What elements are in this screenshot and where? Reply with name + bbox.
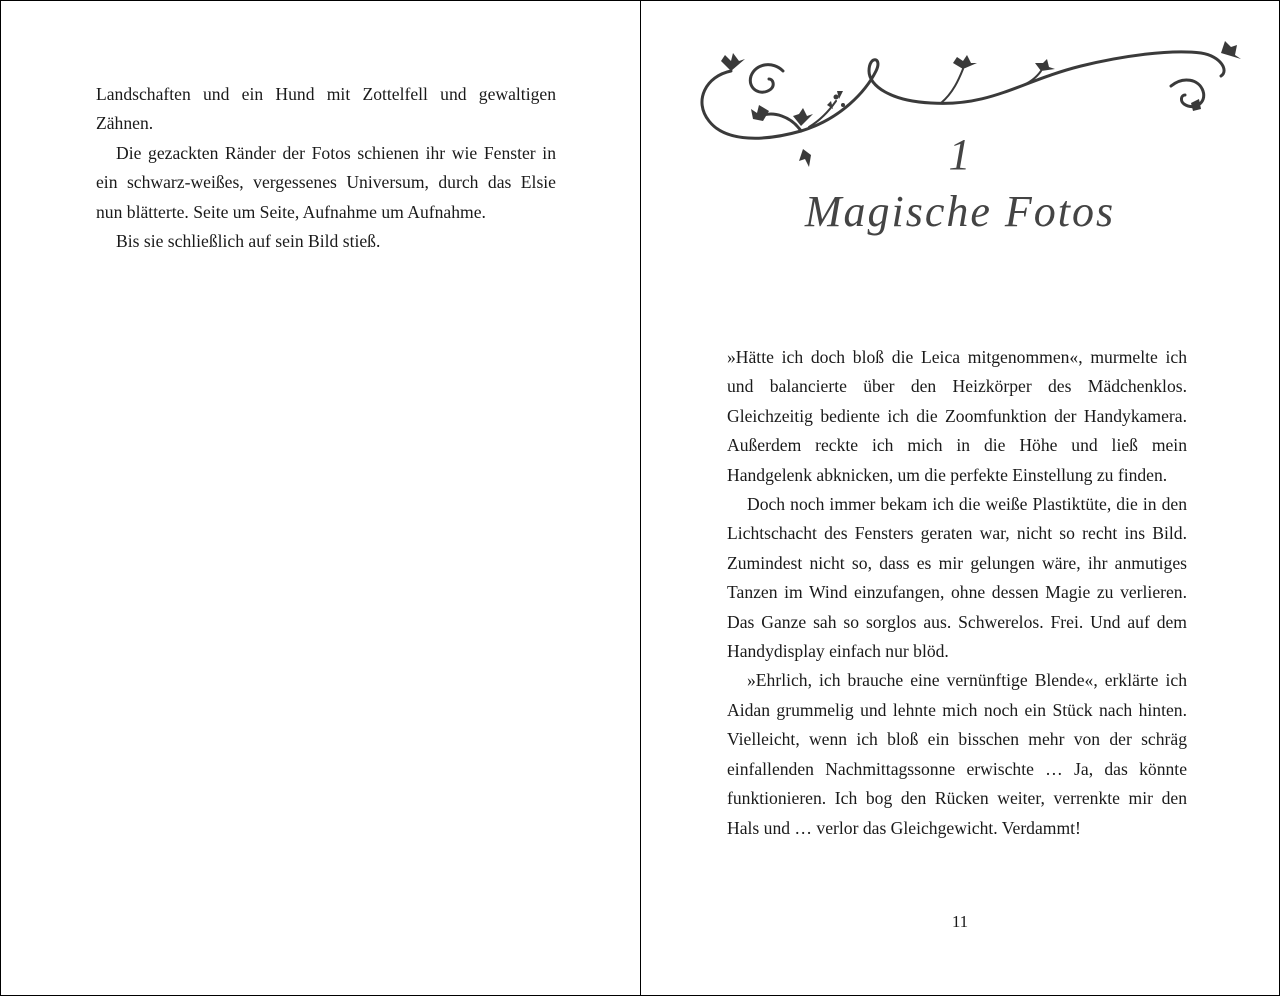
paragraph: Doch noch immer bekam ich die weiße Plastiktüte, die in den Lichtschacht des Fensters geraten war, nicht so recht ins Bild. Zumindest nicht so, dass es mir gelungen wäre, ihr anmutiges Tanzen im Wind einzufangen, ohne dessen Magie zu verlieren. Das Ganze sah so sorglos aus. Schwerelos. Frei. Und auf dem Handydisplay einfach nur blöd. [727, 494, 1187, 662]
chapter-title: Magische Fotos [804, 187, 1116, 236]
chapter-number: 1 [948, 130, 972, 179]
paragraph: Bis sie schließlich auf sein Bild stieß. [116, 231, 381, 252]
paragraph: Landschaften und ein Hund mit Zottelfell und gewaltigen Zähnen. [96, 84, 556, 134]
left-page [1, 1, 640, 995]
paragraph: Die gezackten Ränder der Fotos schienen ihr wie Fenster in ein schwarz-weißes, vergessenes Universum, durch das Elsie nun blätterte. Seite um Seite, Aufnahme um Aufnahme. [96, 142, 556, 222]
right-page [641, 1, 1279, 995]
page-number: 11 [951, 912, 969, 931]
paragraph: »Ehrlich, ich brauche eine vernünftige Blende«, erklärte ich Aidan grummelig und lehnte mich noch ein Stück nach hinten. Vielleicht, wenn ich bloß ein bisschen mehr von der schräg einfallenden Nachmittagssonne erwischte … Ja, das könnte funktionieren. Ich bog den Rücken weiter, verrenkte mir den Hals und … verlor das Gleichgewicht. Verdammt! [727, 670, 1187, 838]
paragraph: »Hätte ich doch bloß die Leica mitgenommen«, murmelte ich und balancierte über den Heizkörper des Mädchenklos. Gleichzeitig bediente ich die Zoomfunktion der Handykamera. Außerdem reckte ich mich in die Höhe und ließ mein Handgelenk abknicken, um die perfekte Einstellung zu finden. [727, 347, 1187, 485]
left-page-text [96, 80, 556, 256]
right-page-text [727, 343, 1187, 843]
